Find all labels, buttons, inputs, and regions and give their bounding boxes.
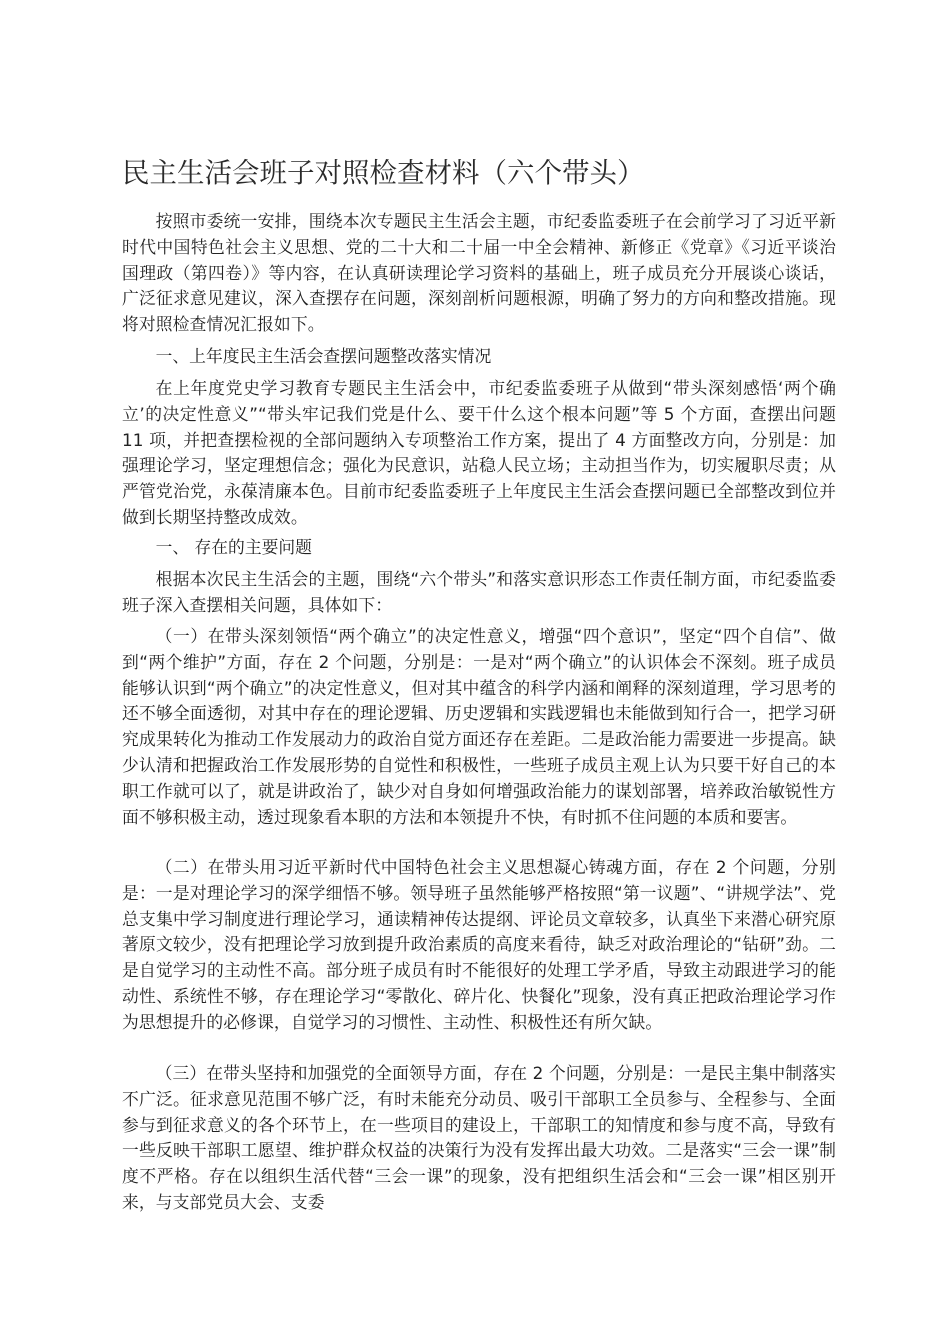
section1-paragraph: 在上年度党史学习教育专题民主生活会中，市纪委监委班子从做到“带头深刻感悟‘两个确立’的决定性意义”“带头牢记我们党是什么、要干什么这个根本问题”等 5 个方面，查摆出问题 11 项，并把查摆检视的全部问题纳入专项整治工作方案，提出了 4 方面整改方向，分别是：加强理论学习，坚定理想信念；强化为民意识，站稳人民立场；主动担当作为，切实履职尽责；从严管党治党，永葆清廉本色。目前市纪委监委班子上年度民主生活会查摆问题已全部整改到位并做到长期坚持整改成效。 <box>122 378 836 527</box>
section2-intro-paragraph: 根据本次民主生活会的主题，围绕“六个带头”和落实意识形态工作责任制方面，市纪委监委班子深入查摆相关问题，具体如下： <box>122 569 836 615</box>
section2-heading: 一、 存在的主要问题 <box>155 537 312 557</box>
item1-paragraph: （一）在带头深刻领悟“两个确立”的决定性意义，增强“四个意识”，坚定“四个自信”、做到“两个维护”方面，存在 2 个问题，分别是：一是对“两个确立”的认识体会不深刻。班子成员能够认识到“两个确立”的决定性意义，但对其中蕴含的科学内涵和阐释的深刻道理，学习思考的还不够全面透彻，对其中存在的理论逻辑、历史逻辑和实践逻辑也未能做到知行合一，把学习研究成果转化为推动工作发展动力的政治自觉方面还存在差距。二是政治能力需要进一步提高。缺少认清和把握政治工作发展形势的自觉性和积极性，一些班子成员主观上认为只要干好自己的本职工作就可以了，就是讲政治了，缺少对自身如何增强政治能力的谋划部署，培养政治敏锐性方面不够积极主动，透过现象看本职的方法和本领提升不快，有时抓不住问题的本质和要害。 <box>122 626 836 827</box>
document-title: 民主生活会班子对照检查材料（六个带头） <box>122 157 645 189</box>
section1-heading: 一、上年度民主生活会查摆问题整改落实情况 <box>155 346 492 366</box>
item3-paragraph: （三）在带头坚持和加强党的全面领导方面，存在 2 个问题，分别是：一是民主集中制落实不广泛。征求意见范围不够广泛，有时未能充分动员、吸引干部职工全员参与、全程参与、全面参与到征求意义的各个环节上，在一些项目的建设上，干部职工的知情度和参与度不高，导致有一些反映干部职工愿望、维护群众权益的决策行为没有发挥出最大功效。二是落实“三会一课”制度不严格。存在以组织生活代替“三会一课”的现象，没有把组织生活会和“三会一课”相区别开来，与支部党员大会、支委 <box>122 1063 836 1212</box>
intro-paragraph: 按照市委统一安排，围绕本次专题民主生活会主题，市纪委监委班子在会前学习了习近平新时代中国特色社会主义思想、党的二十大和二十届一中全会精神、新修正《党章》《习近平谈治国理政（第四卷）》等内容，在认真研读理论学习资料的基础上，班子成员充分开展谈心谈话，广泛征求意见建议，深入查摆存在问题，深刻剖析问题根源，明确了努力的方向和整改措施。现将对照检查情况汇报如下。 <box>122 211 836 335</box>
item2-paragraph: （二）在带头用习近平新时代中国特色社会主义思想凝心铸魂方面，存在 2 个问题，分别是：一是对理论学习的深学细悟不够。领导班子虽然能够严格按照“第一议题”、“讲规学法”、党总支集中学习制度进行理论学习，通读精神传达提纲、评论员文章较多，认真坐下来潜心研究原著原文较少，没有把理论学习放到提升政治素质的高度来看待，缺乏对政治理论的“钻研”劲。二是自觉学习的主动性不高。部分班子成员有时不能很好的处理工学矛盾，导致主动跟进学习的能动性、系统性不够，存在理论学习“零散化、碎片化、快餐化”现象，没有真正把政治理论学习作为思想提升的必修课，自觉学习的习惯性、主动性、积极性还有所欠缺。 <box>122 857 836 1032</box>
